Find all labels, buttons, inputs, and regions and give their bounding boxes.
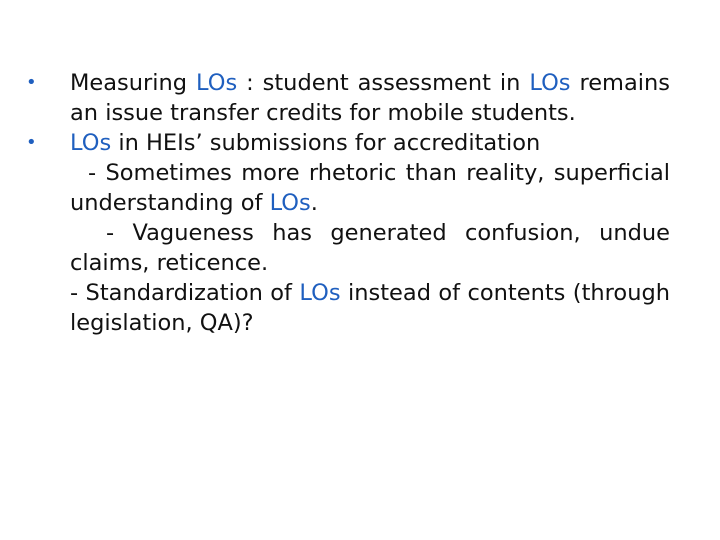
slide-content [22,68,670,338]
bullet-item-los-accreditation [22,128,670,158]
highlight-los: LOs [529,70,571,96]
highlight-los: LOs [196,70,238,96]
sub-point-text: - Sometimes more rhetoric than reality, superficial understanding of [70,160,670,216]
highlight-los: LOs [269,190,311,216]
sub-point-rhetoric [22,158,670,218]
bullet-item-measuring-los [22,68,670,128]
sub-point-text: . [310,190,318,216]
bullet-icon: • [26,72,37,93]
highlight-los: LOs [70,130,112,156]
bullet-text: Measuring [70,70,197,96]
bullet-text: remains an issue transfer credits for mobile students. [70,70,670,126]
sub-point-text: - Standardization of [70,280,300,306]
sub-point-text: instead of contents (through legislation, QA)? [70,280,670,336]
sub-point-vagueness [22,218,670,278]
sub-point-standardization [22,278,670,338]
sub-point-text: - Vagueness has generated confusion, undue claims, reticence. [70,220,670,276]
bullet-icon: • [26,132,37,153]
bullet-text: in HEIs’ submissions for accreditation [111,130,541,156]
highlight-los: LOs [299,280,341,306]
bullet-text: : student assessment in [237,70,530,96]
